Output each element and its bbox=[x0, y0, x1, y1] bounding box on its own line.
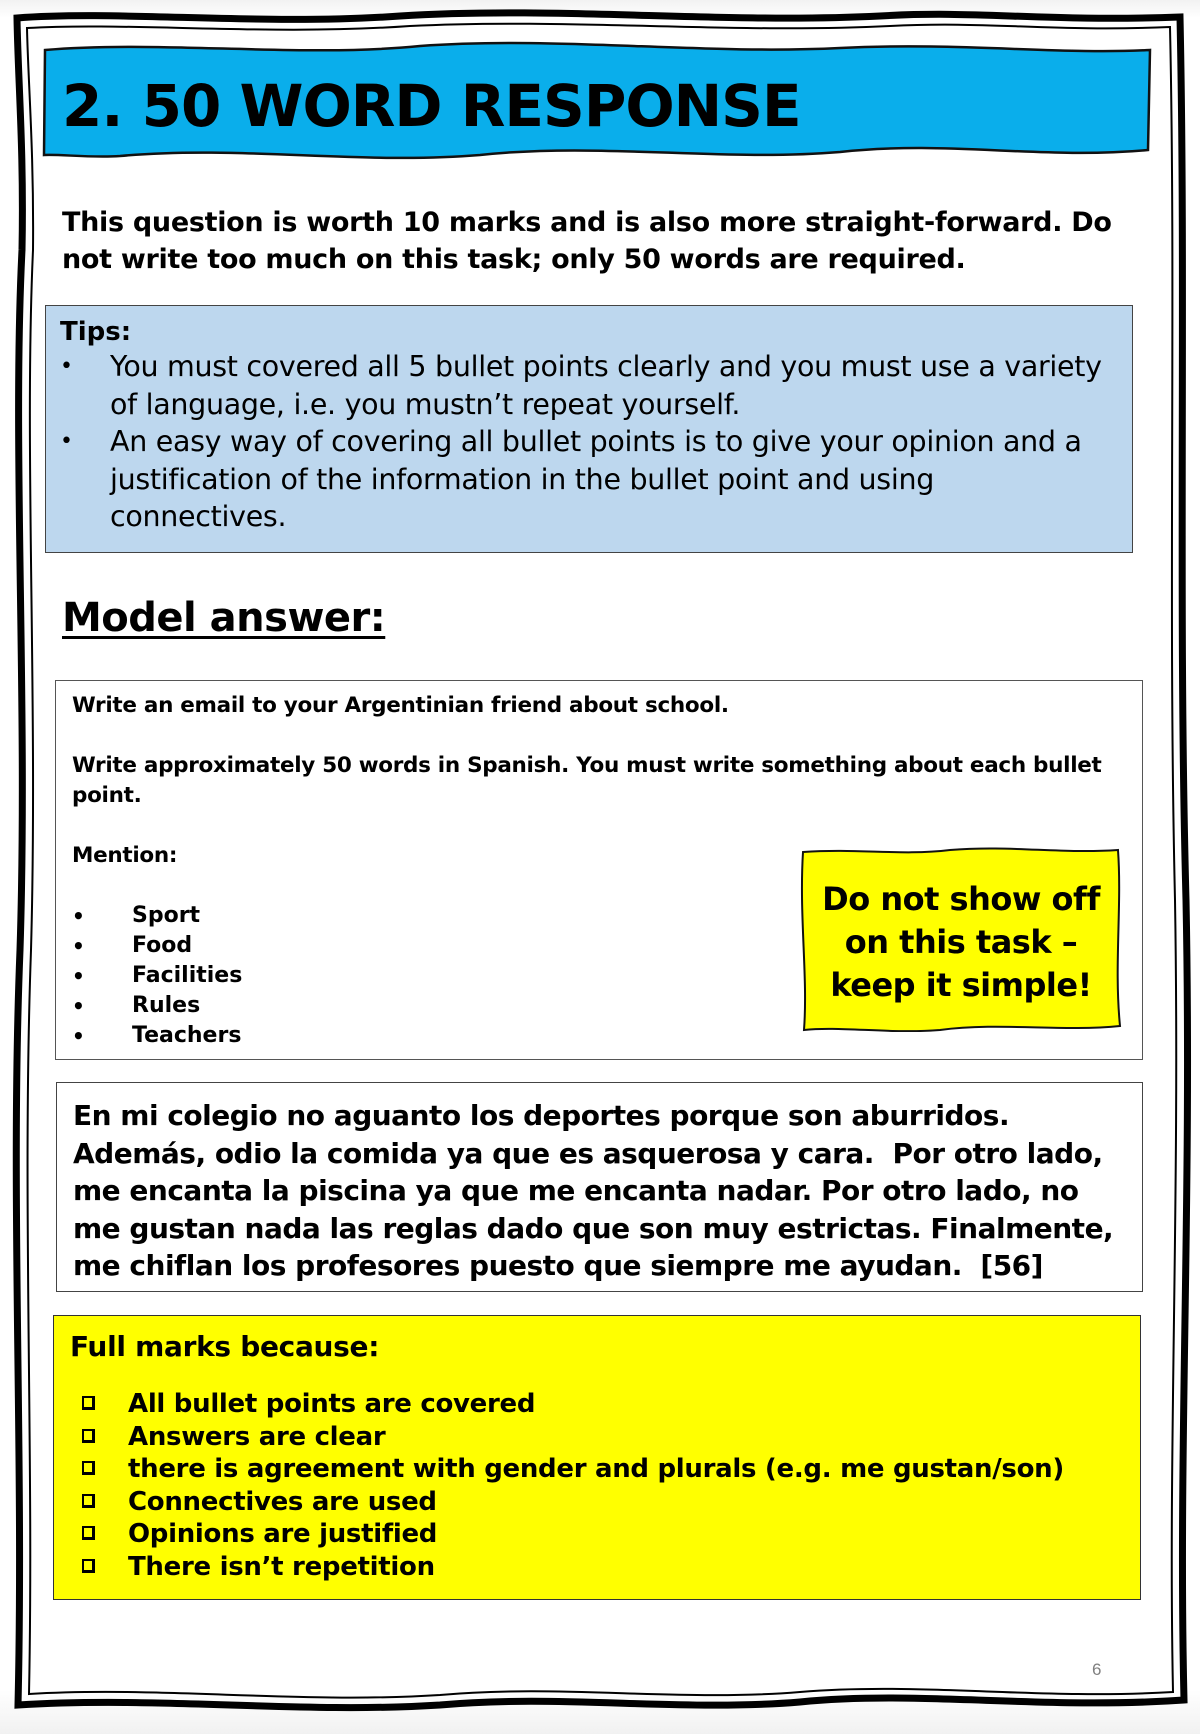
mention-item: • Food bbox=[72, 931, 1126, 961]
full-marks-list bbox=[70, 1388, 1124, 1584]
mention-item: • Rules bbox=[72, 991, 1126, 1021]
page-title: 2. 50 WORD RESPONSE bbox=[62, 72, 801, 140]
answer-text bbox=[73, 1097, 1126, 1285]
tip-note bbox=[800, 846, 1122, 1032]
criteria-item: All bullet points are covered bbox=[70, 1388, 1124, 1421]
checkbox-icon bbox=[82, 1461, 95, 1475]
prompt-line: Write approximately 50 words in Spanish. You must write something about each bullet point. bbox=[72, 753, 1102, 808]
prompt-line: Write an email to your Argentinian friend about school. bbox=[72, 693, 729, 718]
tips-box bbox=[45, 305, 1133, 553]
checkbox-icon bbox=[82, 1396, 95, 1410]
tip-text: An easy way of covering all bullet points is to give your opinion and a justification of the information in the bullet point and using connectives. bbox=[110, 425, 1082, 533]
checkbox-icon bbox=[82, 1429, 95, 1443]
full-marks-title: Full marks because: bbox=[70, 1330, 380, 1363]
criteria-item: Answers are clear bbox=[70, 1421, 1124, 1454]
criteria-item: Connectives are used bbox=[70, 1486, 1124, 1519]
bullet-icon: • bbox=[60, 429, 73, 454]
bullet-icon: • bbox=[72, 994, 85, 1018]
answer-line: me chiflan los profesores puesto que siempre me ayudan. [56] bbox=[73, 1249, 1043, 1283]
tip-item bbox=[60, 423, 1118, 536]
tips-list bbox=[60, 348, 1118, 536]
bullet-icon: • bbox=[72, 964, 85, 988]
answer-line: Además, odio la comida ya que es asquerosa y cara. Por otro lado, bbox=[73, 1136, 1103, 1170]
criteria-item: there is agreement with gender and plurals (e.g. me gustan/son) bbox=[70, 1453, 1124, 1486]
bullet-icon: • bbox=[72, 934, 85, 958]
checkbox-icon bbox=[82, 1494, 95, 1508]
model-answer-box bbox=[56, 1082, 1143, 1292]
mention-item: • Sport bbox=[72, 901, 1126, 931]
answer-line: En mi colegio no aguanto los deportes porque son aburridos. bbox=[73, 1099, 1010, 1132]
answer-line: me encanta la piscina ya que me encanta nadar. Por otro lado, no bbox=[73, 1174, 1079, 1208]
full-marks-box bbox=[53, 1315, 1141, 1600]
tips-title: Tips: bbox=[60, 317, 132, 347]
criteria-item: There isn’t repetition bbox=[70, 1551, 1124, 1584]
mention-label: Mention: bbox=[72, 843, 178, 868]
mention-item: • Facilities bbox=[72, 961, 1126, 991]
intro-text: This question is worth 10 marks and is also more straight-forward. Do not write too much on this task; only 50 words are required. bbox=[62, 207, 1112, 275]
page-number: 6 bbox=[1092, 1660, 1102, 1679]
checkbox-icon bbox=[82, 1559, 95, 1573]
criteria-item: Opinions are justified bbox=[70, 1518, 1124, 1551]
note-text: Do not show off on this task – keep it simple! bbox=[822, 880, 1100, 1004]
checkbox-icon bbox=[82, 1526, 95, 1540]
tip-text: You must covered all 5 bullet points clearly and you must use a variety of language, i.e. you mustn’t repeat yourself. bbox=[110, 350, 1102, 421]
bullet-icon: • bbox=[72, 1024, 85, 1048]
answer-line: me gustan nada las reglas dado que son muy estrictas. Finalmente, bbox=[73, 1211, 1114, 1245]
tip-item bbox=[60, 348, 1118, 423]
bullet-icon: • bbox=[60, 354, 73, 379]
model-answer-heading: Model answer: bbox=[62, 595, 386, 641]
mention-item: • Teachers bbox=[72, 1021, 1126, 1051]
bullet-icon: • bbox=[72, 904, 85, 928]
